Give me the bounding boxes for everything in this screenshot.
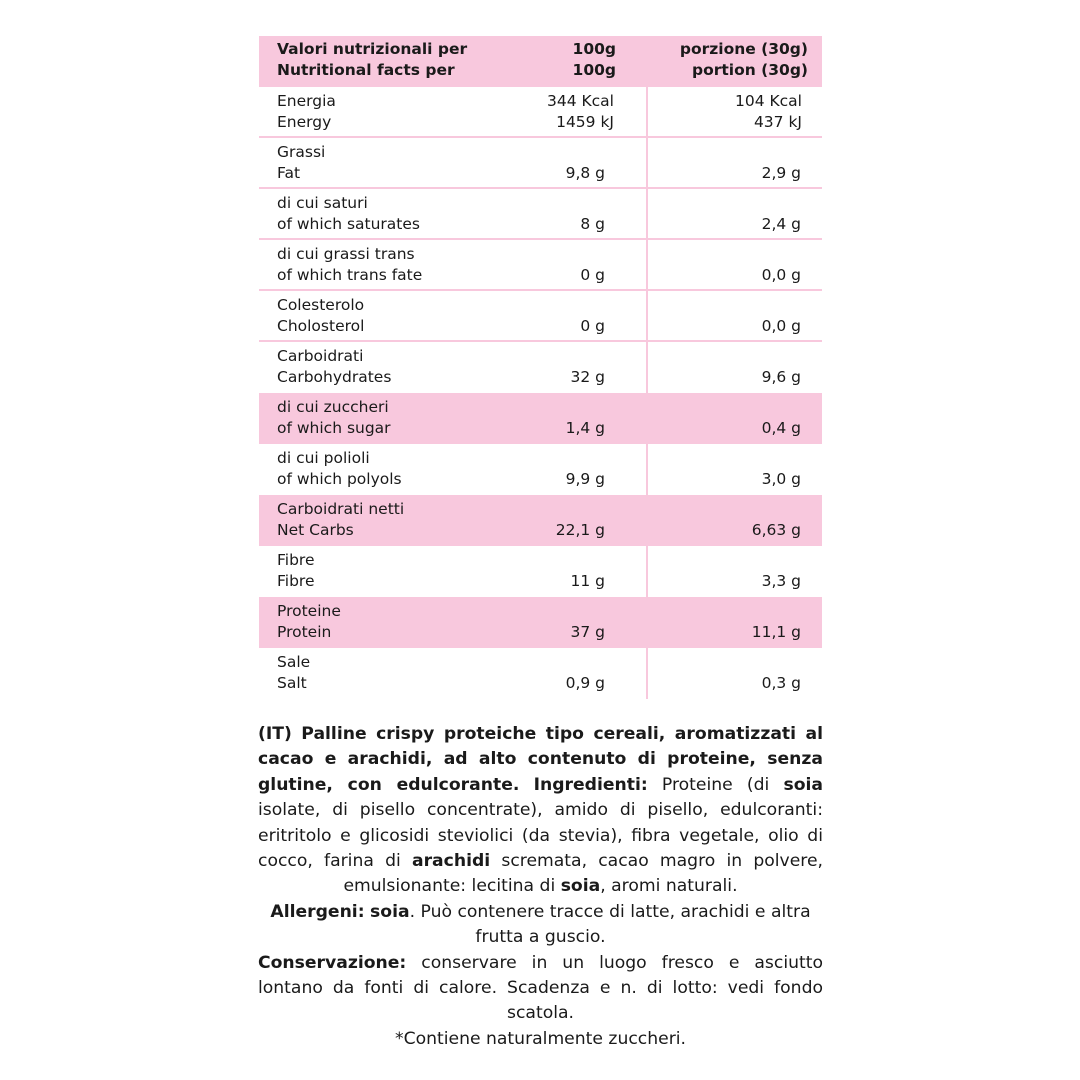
column-divider [646,648,648,699]
row-label: Proteine Protein [277,602,341,641]
row-energy [259,87,822,138]
value-100g: 344 Kcal 1459 kJ [546,92,614,131]
row-label: Fibre Fibre [277,551,315,590]
row-label: Carboidrati netti Net Carbs [277,500,405,539]
row-label: di cui polioli of which polyols [277,449,402,488]
value-portion: 2,4 g [761,215,801,233]
value-portion: 0,3 g [761,674,801,692]
header-label: Valori nutrizionali per Nutritional facts per [277,40,468,79]
value-portion: 3,3 g [761,572,801,590]
row-trans-fat [259,240,822,291]
value-100g: 32 g [570,368,605,386]
row-polyols [259,444,822,495]
value-100g: 11 g [570,572,605,590]
column-divider [646,444,648,495]
column-divider [646,87,648,138]
column-divider [646,189,648,240]
value-100g: 0 g [580,317,605,335]
header-portion: porzione (30g) portion (30g) [679,40,808,79]
row-sugar [259,393,822,444]
ingredients-paragraph: (IT) Palline crispy proteiche tipo cereali, aromatizzati al cacao e arachidi, ad alto contenuto di proteine, senza glutine, con edulcorante. Ingredienti: Proteine (di soia isolate, di pisello concentrate), amido di pisello, edulcoranti: eritritolo e glicosidi steviolici (da stevia), fibra vegetale, olio di cocco, farina di arachidi scremata, cacao magro in polvere, emulsionante: lecitina di soia, aromi naturali. [258,724,824,897]
row-label: Energia Energy [277,92,336,131]
column-divider [646,342,648,393]
value-portion: 11,1 g [751,623,801,641]
row-cholesterol [259,291,822,342]
product-description [258,722,823,1052]
value-100g: 0,9 g [565,674,605,692]
row-label: di cui zuccheri of which sugar [277,398,391,437]
row-carbohydrates [259,342,822,393]
footnote: *Contiene naturalmente zuccheri. [394,1028,687,1049]
column-divider [646,138,648,189]
row-protein [259,597,822,648]
row-label: di cui grassi trans of which trans fate [277,245,423,284]
column-divider [646,240,648,291]
value-100g: 9,8 g [565,164,605,182]
storage-paragraph: Conservazione: conservare in un luogo fresco e asciutto lontano da fonti di calore. Scadenza e n. di lotto: vedi fondo scatola. [258,952,823,1024]
ingredients-label: Ingredienti: [533,774,648,795]
value-portion: 0,0 g [761,266,801,284]
value-100g: 9,9 g [565,470,605,488]
nutrition-table [259,36,822,699]
value-portion: 3,0 g [761,470,801,488]
row-label: Grassi Fat [277,143,326,182]
value-100g: 8 g [580,215,605,233]
value-100g: 37 g [570,623,605,641]
header-100g: 100g 100g [572,40,616,79]
value-portion: 6,63 g [751,521,801,539]
row-label: Sale Salt [277,653,311,692]
row-label: Colesterolo Cholosterol [277,296,365,335]
row-salt [259,648,822,699]
value-100g: 1,4 g [565,419,605,437]
column-divider [646,291,648,342]
row-label: di cui saturi of which saturates [277,194,420,233]
value-portion: 0,0 g [761,317,801,335]
value-portion: 104 Kcal 437 kJ [734,92,802,131]
allergens-paragraph: Allergeni: soia. Può contenere tracce di latte, arachidi e altra frutta a guscio. [270,901,811,948]
table-header [259,36,822,87]
column-divider [646,546,648,597]
product-intro: (IT) Palline crispy proteiche tipo cereali, aromatizzati al cacao e arachidi, ad alto contenuto di proteine, senza glutine, con edulcorante. [258,724,823,795]
row-fat [259,138,822,189]
value-portion: 0,4 g [761,419,801,437]
row-label: Carboidrati Carbohydrates [277,347,392,386]
row-net-carbs [259,495,822,546]
value-portion: 2,9 g [761,164,801,182]
value-portion: 9,6 g [761,368,801,386]
row-fibre [259,546,822,597]
value-100g: 22,1 g [555,521,605,539]
row-saturates [259,189,822,240]
value-100g: 0 g [580,266,605,284]
